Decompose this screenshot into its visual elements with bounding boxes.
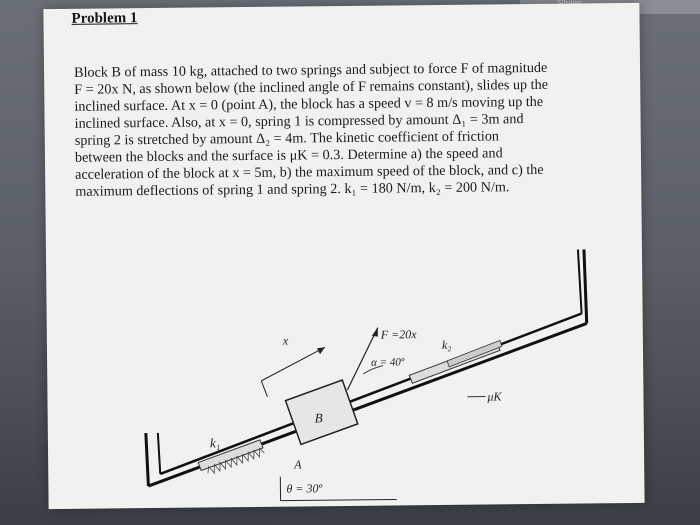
left-wall-inner (158, 433, 160, 474)
statement-line-4: inclined surface. Also, at x = 0, spring 1 is compressed by amount Δ₁ = 3m and (74, 111, 524, 132)
point-a-label: A (294, 457, 302, 472)
problem-title: Problem 1 (71, 10, 138, 27)
x-axis-label: x (282, 333, 289, 348)
x-axis-tick (261, 381, 267, 397)
friction-label: μK (487, 389, 502, 404)
left-wall (146, 433, 149, 486)
right-wall-inner (578, 250, 582, 314)
incline-surface-line (159, 314, 584, 474)
spring-2-label: k₂ (441, 337, 452, 352)
statement-line-7: acceleration of the block at x = 5m, b) the maximum speed of the block, and c) the (75, 161, 544, 183)
horizontal-reference (281, 499, 397, 500)
spring-1-label: k₁ (209, 435, 221, 451)
statement-line-5: spring 2 is stretched by amount Δ₂ = 4m. The kinetic coefficient of friction (74, 128, 500, 149)
alpha-label: α = 40º (371, 356, 405, 369)
statement-line-6: between the blocks and the surface is μK = 0.3. Determine a) the speed and (74, 145, 503, 166)
problem-sheet (43, 3, 644, 509)
block-b-label: B (314, 410, 323, 426)
statement-line-2: F = 20x N, as shown below (the inclined angle of F remains constant), slides up the (74, 76, 549, 98)
statement-line-1: Block B of mass 10 kg, attached to two springs and subject to force F of magnitude (73, 59, 548, 81)
right-wall (584, 249, 587, 323)
statement-line-8: maximum deflections of spring 1 and spring 2. k₁ = 180 N/m, k₂ = 200 N/m. (75, 179, 510, 200)
incline-diagram (43, 3, 644, 509)
force-arrowhead (372, 328, 378, 337)
spring-1 (198, 440, 265, 475)
force-label: F =20x (380, 327, 417, 342)
spring-2 (409, 337, 502, 383)
theta-label: θ = 30º (286, 481, 323, 496)
x-axis-line (261, 347, 325, 381)
statement-line-3: inclined surface. At x = 0 (point A), the block has a speed v = 8 m/s moving up the (74, 93, 544, 115)
